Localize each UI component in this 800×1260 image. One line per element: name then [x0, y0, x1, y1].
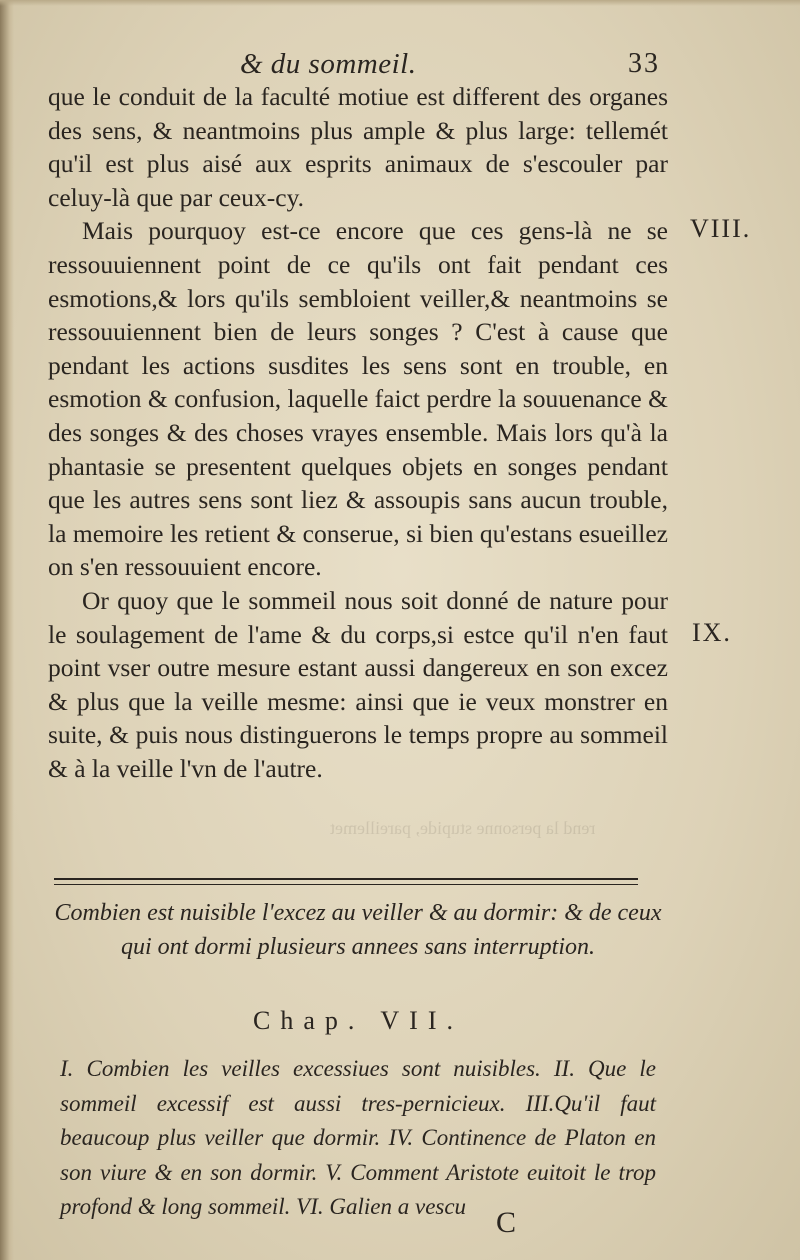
- chapter-summary: Combien est nuisible l'excez au veiller & au dormir: & de ceux qui ont dormi plusieurs annees sans interruption.: [54, 900, 662, 960]
- running-head-title: & du sommeil.: [240, 48, 417, 80]
- chapter-contents: I. Combien les veilles excessiues sont nuisibles. II. Que le sommeil excessif est aussi tres-pernicieux. III.Qu'il faut beaucoup plus veiller que dormir. IV. Continence de Platon en son viure & en son dormir. V. Comment Aristote euitoit le trop profond & long sommeil. VI. Galien a vescu: [60, 1056, 656, 1219]
- binding-edge: [0, 0, 14, 1260]
- page-top-edge: [0, 0, 800, 6]
- margin-note-viii: VIII.: [690, 214, 752, 243]
- margin-note-ix: IX.: [692, 618, 732, 647]
- section-divider-rule-thin: [54, 884, 638, 885]
- body-paragraph-3: Or quoy que le sommeil nous soit donné de nature pour le soulagement de l'ame & du corps,si estce qu'il n'en faut point vser outre mesure estant aussi dangereux en son excez & plus que la veille mesme: ainsi que ie veux monstrer en suite, & puis nous distinguerons le temps propre au sommeil & à la veille l'vn de l'autre.: [48, 585, 668, 783]
- signature-mark: C: [496, 1206, 517, 1239]
- body-paragraph-2: Mais pourquoy est-ce encore que ces gens-là ne se ressouuiennent point de ce qu'ils ont fait pendant ces esmotions,& lors qu'ils sembloient veiller,& neantmoins se ressouuiennent bien de leurs songes ? C'est à cause que pendant les actions susdites les sens sont en trouble, en esmotion & confusion, laquelle faict perdre la souuenance & des songes & des choses vrayes ensemble. Mais lors qu'à la phantasie se presentent quelques objets en songes pendant que les autres sens sont liez & assoupis sans aucun trouble, la memoire les retient & conserue, si bien qu'estans esueillez on s'en ressouuient encore.: [48, 216, 668, 582]
- running-head: [0, 44, 800, 84]
- page-number: 33: [628, 48, 660, 79]
- show-through-text: rend la personne stupide, pareillemet: [330, 818, 596, 838]
- body-paragraph-1: que le conduit de la faculté motiue est different des organes des sens, & neantmoins plus ample & plus large: tellemét qu'il est plus aisé aux esprits animaux de s'escouler par celuy-là que par ceux-cy.: [48, 82, 668, 212]
- body-text: [48, 80, 668, 785]
- chapter-heading: Chap. VII.: [252, 1006, 463, 1035]
- section-divider-rule: [54, 878, 638, 880]
